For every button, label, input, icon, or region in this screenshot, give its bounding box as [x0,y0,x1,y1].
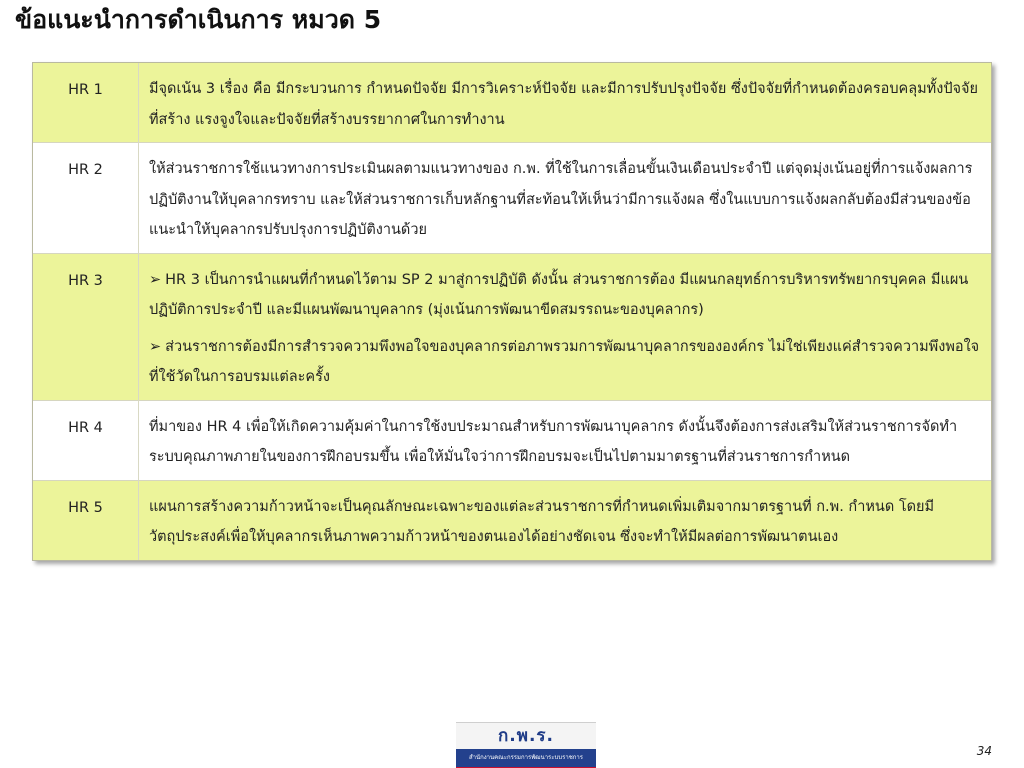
row-code: HR 3 [33,253,139,400]
table-row-hr2 [33,143,991,254]
row-code: HR 1 [33,63,139,143]
table-row-hr3 [33,253,991,400]
row-description [139,400,992,480]
bullet-paragraph [149,265,981,326]
row-paragraph: ที่มาของ HR 4 เพื่อให้เกิดความคุ้มค่าในการใช้งบประมาณสำหรับการพัฒนาบุคลากร ดังนั้นจึงต้องการส่งเสริมให้ส่วนราชการจัดทำระบบคุณภาพภายในของการฝึกอบรมขึ้น เพื่อให้มั่นใจว่าการฝึกอบรมจะเป็นไปตามมาตรฐานที่ส่วนราชการกำหนด [149,418,958,465]
table-row-hr4 [33,400,991,480]
page-number: 34 [976,744,992,758]
row-paragraph: ให้ส่วนราชการใช้แนวทางการประเมินผลตามแนวทางของ ก.พ. ที่ใช้ในการเลื่อนขั้นเงินเดือนประจำปี แต่จุดมุ่งเน้นอยู่ที่การแจ้งผลการปฏิบัติงานให้บุคลากรทราบ และให้ส่วนราชการเก็บหลักฐานที่สะท้อนให้เห็นว่ามีการแจ้งผล ซึ่งในแบบการแจ้งผลกลับต้องมีส่วนของข้อแนะนำให้บุคลากรปรับปรุงการปฏิบัติงานด้วย [149,161,973,238]
page-title: ข้อแนะนำการดำเนินการ หมวด 5 [15,5,382,34]
arrow-bullet-icon: ➢ [149,338,162,355]
row-paragraph: แผนการสร้างความก้าวหน้าจะเป็นคุณลักษณะเฉพาะของแต่ละส่วนราชการที่กำหนดเพิ่มเติมจากมาตรฐานที่ ก.พ. กำหนด โดยมีวัตถุประสงค์เพื่อให้บุคลากรเห็นภาพความก้าวหน้าของตนเองได้อย่างชัดเจน ซึ่งจะทำให้มีผลต่อการพัฒนาตนเอง [149,498,935,545]
bullet-paragraph [149,332,981,393]
row-paragraph: มีจุดเน้น 3 เรื่อง คือ มีกระบวนการ กำหนดปัจจัย มีการวิเคราะห์ปัจจัย และมีการปรับปรุงปัจจัย ซึ่งปัจจัยที่กำหนดต้องครอบคลุมทั้งปัจจัยที่สร้าง แรงจูงใจและปัจจัยที่สร้างบรรยากาศในการทำงาน [149,81,979,128]
table-row-hr5 [33,480,991,560]
row-description [139,253,992,400]
row-code: HR 5 [33,480,139,560]
row-description [139,63,992,143]
row-description [139,480,992,560]
recommendations-table [33,63,991,560]
bullet-text: HR 3 เป็นการนำแผนที่กำหนดไว้ตาม SP 2 มาสู่การปฏิบัติ ดังนั้น ส่วนราชการต้อง มีแผนกลยุทธ์การบริหารทรัพยากรบุคคล มีแผนปฏิบัติการประจำปี และมีแผนพัฒนาบุคลากร (มุ่งเน้นการพัฒนาขีดสมรรถนะของบุคลากร) [149,271,969,318]
logo-subtitle: สำนักงานคณะกรรมการพัฒนาระบบราชการ [456,749,596,768]
logo-abbreviation: ก.พ.ร. [456,722,596,749]
row-code: HR 4 [33,400,139,480]
bullet-text: ส่วนราชการต้องมีการสำรวจความพึงพอใจของบุคลากรต่อภาพรวมการพัฒนาบุคลากรขององค์กร ไม่ใช่เพียงแค่สำรวจความพึงพอใจที่ใช้วัดในการอบรมแต่ละครั้ง [149,338,980,385]
row-description [139,143,992,254]
opdc-logo [456,722,596,768]
recommendations-table-frame [32,62,992,561]
row-code: HR 2 [33,143,139,254]
table-row-hr1 [33,63,991,143]
arrow-bullet-icon: ➢ [149,271,162,288]
